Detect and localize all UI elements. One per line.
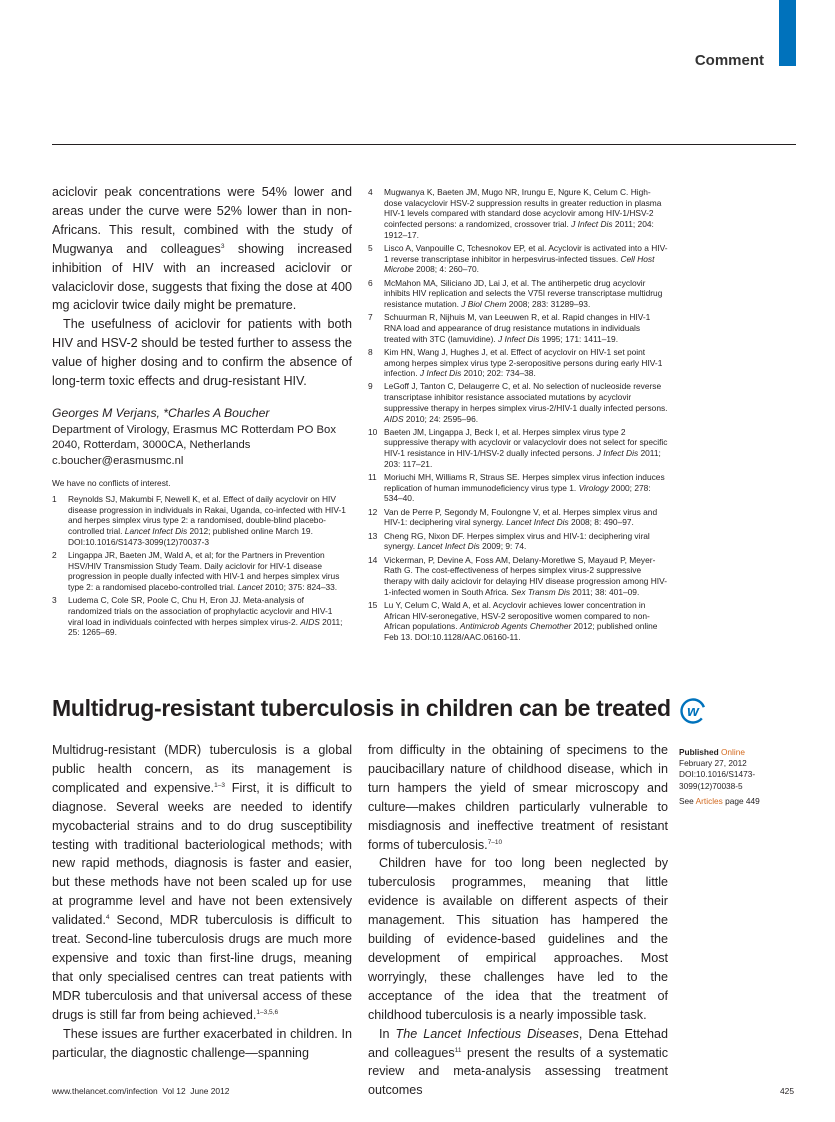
article-column-2 (368, 741, 668, 1100)
reference-text (384, 427, 668, 470)
reference-journal: J Infect Dis (498, 333, 540, 344)
reference-citation: 2010; 24: 2595–96. (403, 413, 479, 424)
section-label: Comment (694, 52, 764, 69)
reference-title: Lisco A, Vanpouille C, Tchesnokov EP, et al. Acyclovir is activated into a HIV-1 reverse transcriptase inhibitor in herpesvirus-infected tissues. (384, 243, 668, 264)
reference-number: 12 (368, 506, 378, 517)
reference-item (368, 243, 668, 275)
reference-number: 4 (368, 187, 373, 197)
reference-text (384, 531, 668, 552)
reference-title: Van de Perre P, Segondy M, Foulongne V, et al. Herpes simplex virus and HIV-1: deciphering viral synergy. (384, 506, 658, 528)
reference-title: Vickerman, P, Devine A, Foss AM, Delany-Moretlwe S, Mayaud P, Meyer-Rath G. The cost-effectiveness of herpes simplex virus-2 suppressive therapy with daily aciclovir for delaying HIV disease progression among HIV-1-infected women in South Africa. (384, 554, 668, 597)
paragraph-text: showing increased inhibition of HIV with an increased aciclovir or valaciclovir dose, suggests that fixing the dose at 400 mg aciclovir twice daily might be premature. (52, 241, 352, 313)
svg-text:w: w (687, 703, 699, 720)
reference-journal: J Infect Dis (596, 448, 639, 459)
reference-journal: Antimicrob Agents Chemother (459, 621, 572, 632)
reference-item (368, 555, 668, 598)
reference-journal: Lancet Infect Dis (506, 517, 569, 528)
reference-journal: AIDS (384, 413, 404, 424)
reference-number: 1 (52, 494, 57, 504)
paragraph-text: , Dena Ettehad and colleagues (368, 1026, 668, 1060)
reference-number: 8 (368, 346, 373, 357)
paragraph: Children have for too long been neglected by tuberculosis programmes, meaning that little evidence is available on different aspects of their management. This situation has hampered the building of evidence-based guidelines and the development of empirical approaches. Most worryingly, these challenges have led to the acceptance of the idea that the treatment of childhood tuberculosis is a nearly impossible task. (368, 856, 668, 1022)
paragraph-text: First, it is difficult to diagnose. Several weeks are needed to identify mycobacterial strains and to do drug susceptibility testing with traditional bacteriological methods; with new rapid methods, diagnosis is faster and easier, but these methods have not been scaled up for use at programme level and have not been extensively validated. (52, 780, 353, 928)
reference-citation: 2011; 203: 117–21. (384, 448, 661, 469)
reference-title: LeGoff J, Tanton C, Delaugerre C, et al. No selection of nucleoside reverse transcriptase inhibitor resistance associated mutations by acyclovir suppressive therapy in herpes simplex virus-2/HIV-1 dually infected persons. (384, 381, 668, 413)
reference-text (68, 494, 350, 548)
paragraph-text: In (379, 1026, 396, 1041)
reference-item (368, 312, 668, 344)
citation: 4 (105, 914, 110, 922)
online-label: Online (720, 747, 745, 757)
reference-text (384, 187, 668, 241)
reference-title: Lingappa JR, Baeten JM, Wald A, et al; for the Partners in Prevention HSV/HIV Transmission Study Team. Daily aciclovir for HIV-1 disease progression in people dually infected with HIV-1 and herpes simplex virus type 2: a randomised placebo-controlled trial. (68, 550, 340, 593)
reference-item (368, 278, 668, 310)
paragraph-text: present the results of a systematic review and meta-analysis assessing treatment outcomes (368, 1045, 668, 1098)
citation: 1–3,5,6 (256, 1008, 279, 1016)
conflict-statement: We have no conflicts of interest. (52, 478, 171, 488)
citation: 1–3 (214, 781, 225, 789)
reference-list-right (368, 187, 668, 645)
reference-number: 3 (52, 595, 57, 606)
reference-item (52, 494, 350, 548)
reference-number: 5 (368, 243, 373, 254)
reference-title: Baeten JM, Lingappa J, Beck I, et al. Herpes simplex virus type 2 suppressive therapy with acyclovir or valacyclovir does not select for specific HIV-1 resistance in HIV-1/HSV-2 dually infected persons. (384, 426, 668, 459)
reference-journal: Lancet (237, 582, 263, 593)
see-articles-link[interactable] (679, 796, 794, 807)
reference-title: Moriuchi MH, Williams R, Straus SE. Herpes simplex virus infection induces replication of human immunodeficiency virus type 1. (384, 472, 665, 493)
citation: 11 (454, 1046, 462, 1054)
reference-citation: 2011; 38: 401–09. (570, 586, 640, 597)
citation: 3 (220, 242, 225, 250)
reference-journal: Lancet Infect Dis (124, 526, 188, 537)
reference-journal: Sex Transm Dis (511, 586, 571, 597)
reference-citation: 2008; 8: 490–97. (568, 517, 634, 528)
reference-item (368, 347, 668, 379)
journal-name: The Lancet Infectious Diseases (395, 1026, 579, 1041)
reference-number: 13 (368, 530, 378, 541)
reference-item (368, 381, 668, 424)
reference-citation: 2008; 4: 260–70. (413, 264, 479, 275)
reference-journal: J Biol Chem (461, 299, 507, 310)
publish-date: February 27, 2012 (679, 758, 747, 769)
reference-journal: Cell Host Microbe (384, 253, 655, 275)
reference-text (384, 472, 668, 504)
reference-number: 10 (368, 426, 378, 437)
reference-title: Schuurman R, Nijhuis M, van Leeuwen R, et al. Rapid changes in HIV-1 RNA load and appearance of drug resistance mutations in individuals treated with 3TC (lamuvidine). (384, 312, 651, 344)
reference-text (384, 507, 668, 528)
reference-item (368, 427, 668, 470)
reference-journal: AIDS (300, 616, 320, 627)
reference-item (52, 550, 350, 593)
reference-item (368, 531, 668, 552)
reference-text (384, 555, 668, 598)
reference-title: McMahon MA, Siliciano JD, Lai J, et al. The antiherpetic drug acyclovir inhibits HIV replication and selects the V75I reverse transcriptase multidrug resistance mutation. (384, 277, 663, 310)
reference-text (68, 595, 350, 638)
doi[interactable]: DOI:10.1016/S1473-3099(12)70038-5 (679, 769, 756, 791)
reference-title: Cheng RG, Nixon DF. Herpes simplex virus and HIV-1: deciphering viral synergy. (384, 530, 650, 552)
reference-text (384, 243, 668, 275)
reference-journal: Virology (578, 482, 609, 493)
reference-number: 7 (368, 312, 373, 323)
reference-citation: 2000; 278: 534–40. (384, 482, 651, 504)
reference-citation: 2012; published online March 19. DOI:10.1016/S1473-3099(12)70037-3 (68, 526, 313, 547)
paragraph-text: from difficulty in the obtaining of specimens to the paucibacillary nature of childhood disease, which in turn hampers the yield of smear microscopy and culture—makes children particularly vulnerable to misdiagnosis and ineffective treatment of resistant forms of tuberculosis. (368, 743, 668, 852)
reference-citation: 2008; 283: 31289–93. (506, 299, 591, 310)
reference-text (384, 381, 668, 424)
reference-title: Reynolds SJ, Makumbi F, Newell K, et al. Effect of daily acyclovir on HIV disease progression in individuals in Rakai, Uganda, co-infected with HIV-1 and herpes simplex virus type 2: a randomised, double-blind placebo-controlled trial. (68, 494, 346, 537)
header-rule (52, 144, 796, 145)
see-label: See (679, 795, 694, 806)
articles-label: Articles (695, 795, 723, 806)
reference-item (368, 472, 668, 504)
reference-item (368, 600, 668, 643)
reference-text (384, 600, 668, 643)
reference-citation: 2010; 202: 734–38. (461, 368, 536, 379)
reference-number: 11 (368, 472, 377, 483)
reference-text (384, 278, 668, 310)
reference-citation: 1995; 171: 1411–19. (539, 333, 619, 344)
author-affiliation: Department of Virology, Erasmus MC Rotterdam PO Box 2040, Rotterdam, 3000CA, Netherlands (52, 423, 336, 452)
published-label: Published (679, 747, 719, 757)
article-sidebar (679, 747, 794, 807)
reference-text (384, 347, 668, 379)
reference-citation: 2012; published online Feb 13. DOI:10.1128/AAC.06160-11. (384, 621, 658, 642)
reference-number: 9 (368, 381, 373, 392)
author-block (52, 406, 357, 469)
reference-citation: 2011; 204: 1912–17. (384, 219, 654, 240)
reference-journal: J Infect Dis (571, 219, 613, 230)
paragraph-text: Second, MDR tuberculosis is difficult to treat. Second-line tuberculosis drugs are much more expensive and toxic than first-line drugs, meaning that only specialised centres can treat patients with MDR tuberculosis and that universal access of these drugs is still far from being achieved. (52, 913, 352, 1022)
reference-title: Ludema C, Cole SR, Poole C, Chu H, Eron JJ. Meta-analysis of randomized trials on the association of prophylactic acyclovir and HIV-1 viral load in individuals coinfected with herpes simplex virus-2. (68, 595, 333, 627)
reference-list-left (52, 494, 350, 641)
reference-item (52, 595, 350, 638)
reference-citation: 2011; 25: 1265–69. (68, 616, 343, 638)
reference-number: 14 (368, 554, 378, 565)
reference-title: Lu Y, Celum C, Wald A, et al. Acyclovir achieves lower concentration in African HIV-seronegative, HSV-2 seropositive women compared to non-African populations. (384, 599, 650, 632)
citation: 7–10 (487, 838, 503, 846)
article-column-1 (52, 741, 352, 1062)
reference-number: 2 (52, 550, 57, 561)
article-title: Multidrug-resistant tuberculosis in children can be treated (52, 695, 671, 721)
previous-article-conclusion (52, 183, 352, 391)
page-number: 425 (780, 1086, 794, 1096)
reference-item (368, 507, 668, 528)
paragraph: The usefulness of aciclovir for patients with both HIV and HSV-2 should be tested further to assess the value of higher dosing and to confirm the absence of long-term toxic effects and drug-resistant HIV. (52, 317, 352, 389)
reference-number: 15 (368, 599, 378, 610)
reference-citation: 2009; 9: 74. (479, 541, 527, 552)
author-names: Georges M Verjans, *Charles A Boucher (52, 406, 270, 420)
reference-title: Mugwanya K, Baeten JM, Mugo NR, Irungu E, Ngure K, Celum C. High-dose valacyclovir HSV-2 suppression results in greater reduction in plasma HIV-1 levels compared with standard dose acyclovir among HIV-1/HSV-2 coinfected persons: a randomized, crossover trial. (384, 187, 662, 230)
section-color-bar (779, 0, 796, 66)
reference-item (368, 187, 668, 241)
footer-journal[interactable]: www.thelancet.com/infection Vol 12 June 2012 (52, 1086, 230, 1096)
reference-number: 6 (368, 277, 373, 288)
reference-citation: 2010; 375: 824–33. (262, 582, 338, 593)
paragraph-text: Multidrug-resistant (MDR) tuberculosis is a global public health concern, as its management is complicated and expensive. (52, 743, 352, 795)
page-ref: page 449 (725, 795, 760, 806)
paragraph-text: aciclovir peak concentrations were 54% lower and areas under the curve were 52% lower than in non-Africans. This result, combined with the study of Mugwanya and colleagues (52, 185, 352, 256)
reference-text (68, 550, 350, 593)
paragraph: These issues are further exacerbated in children. In particular, the diagnostic challenge—spanning (52, 1026, 352, 1060)
author-email[interactable]: c.boucher@erasmusmc.nl (52, 454, 184, 467)
reference-journal: Lancet Infect Dis (417, 541, 480, 552)
w-online-icon (679, 697, 707, 725)
reference-text (384, 312, 668, 344)
reference-journal: J Infect Dis (419, 368, 462, 379)
reference-title: Kim HN, Wang J, Hughes J, et al. Effect of acyclovir on HIV-1 set point among herpes simplex virus type 2-seropositive persons during early HIV-1 infection. (384, 346, 663, 379)
